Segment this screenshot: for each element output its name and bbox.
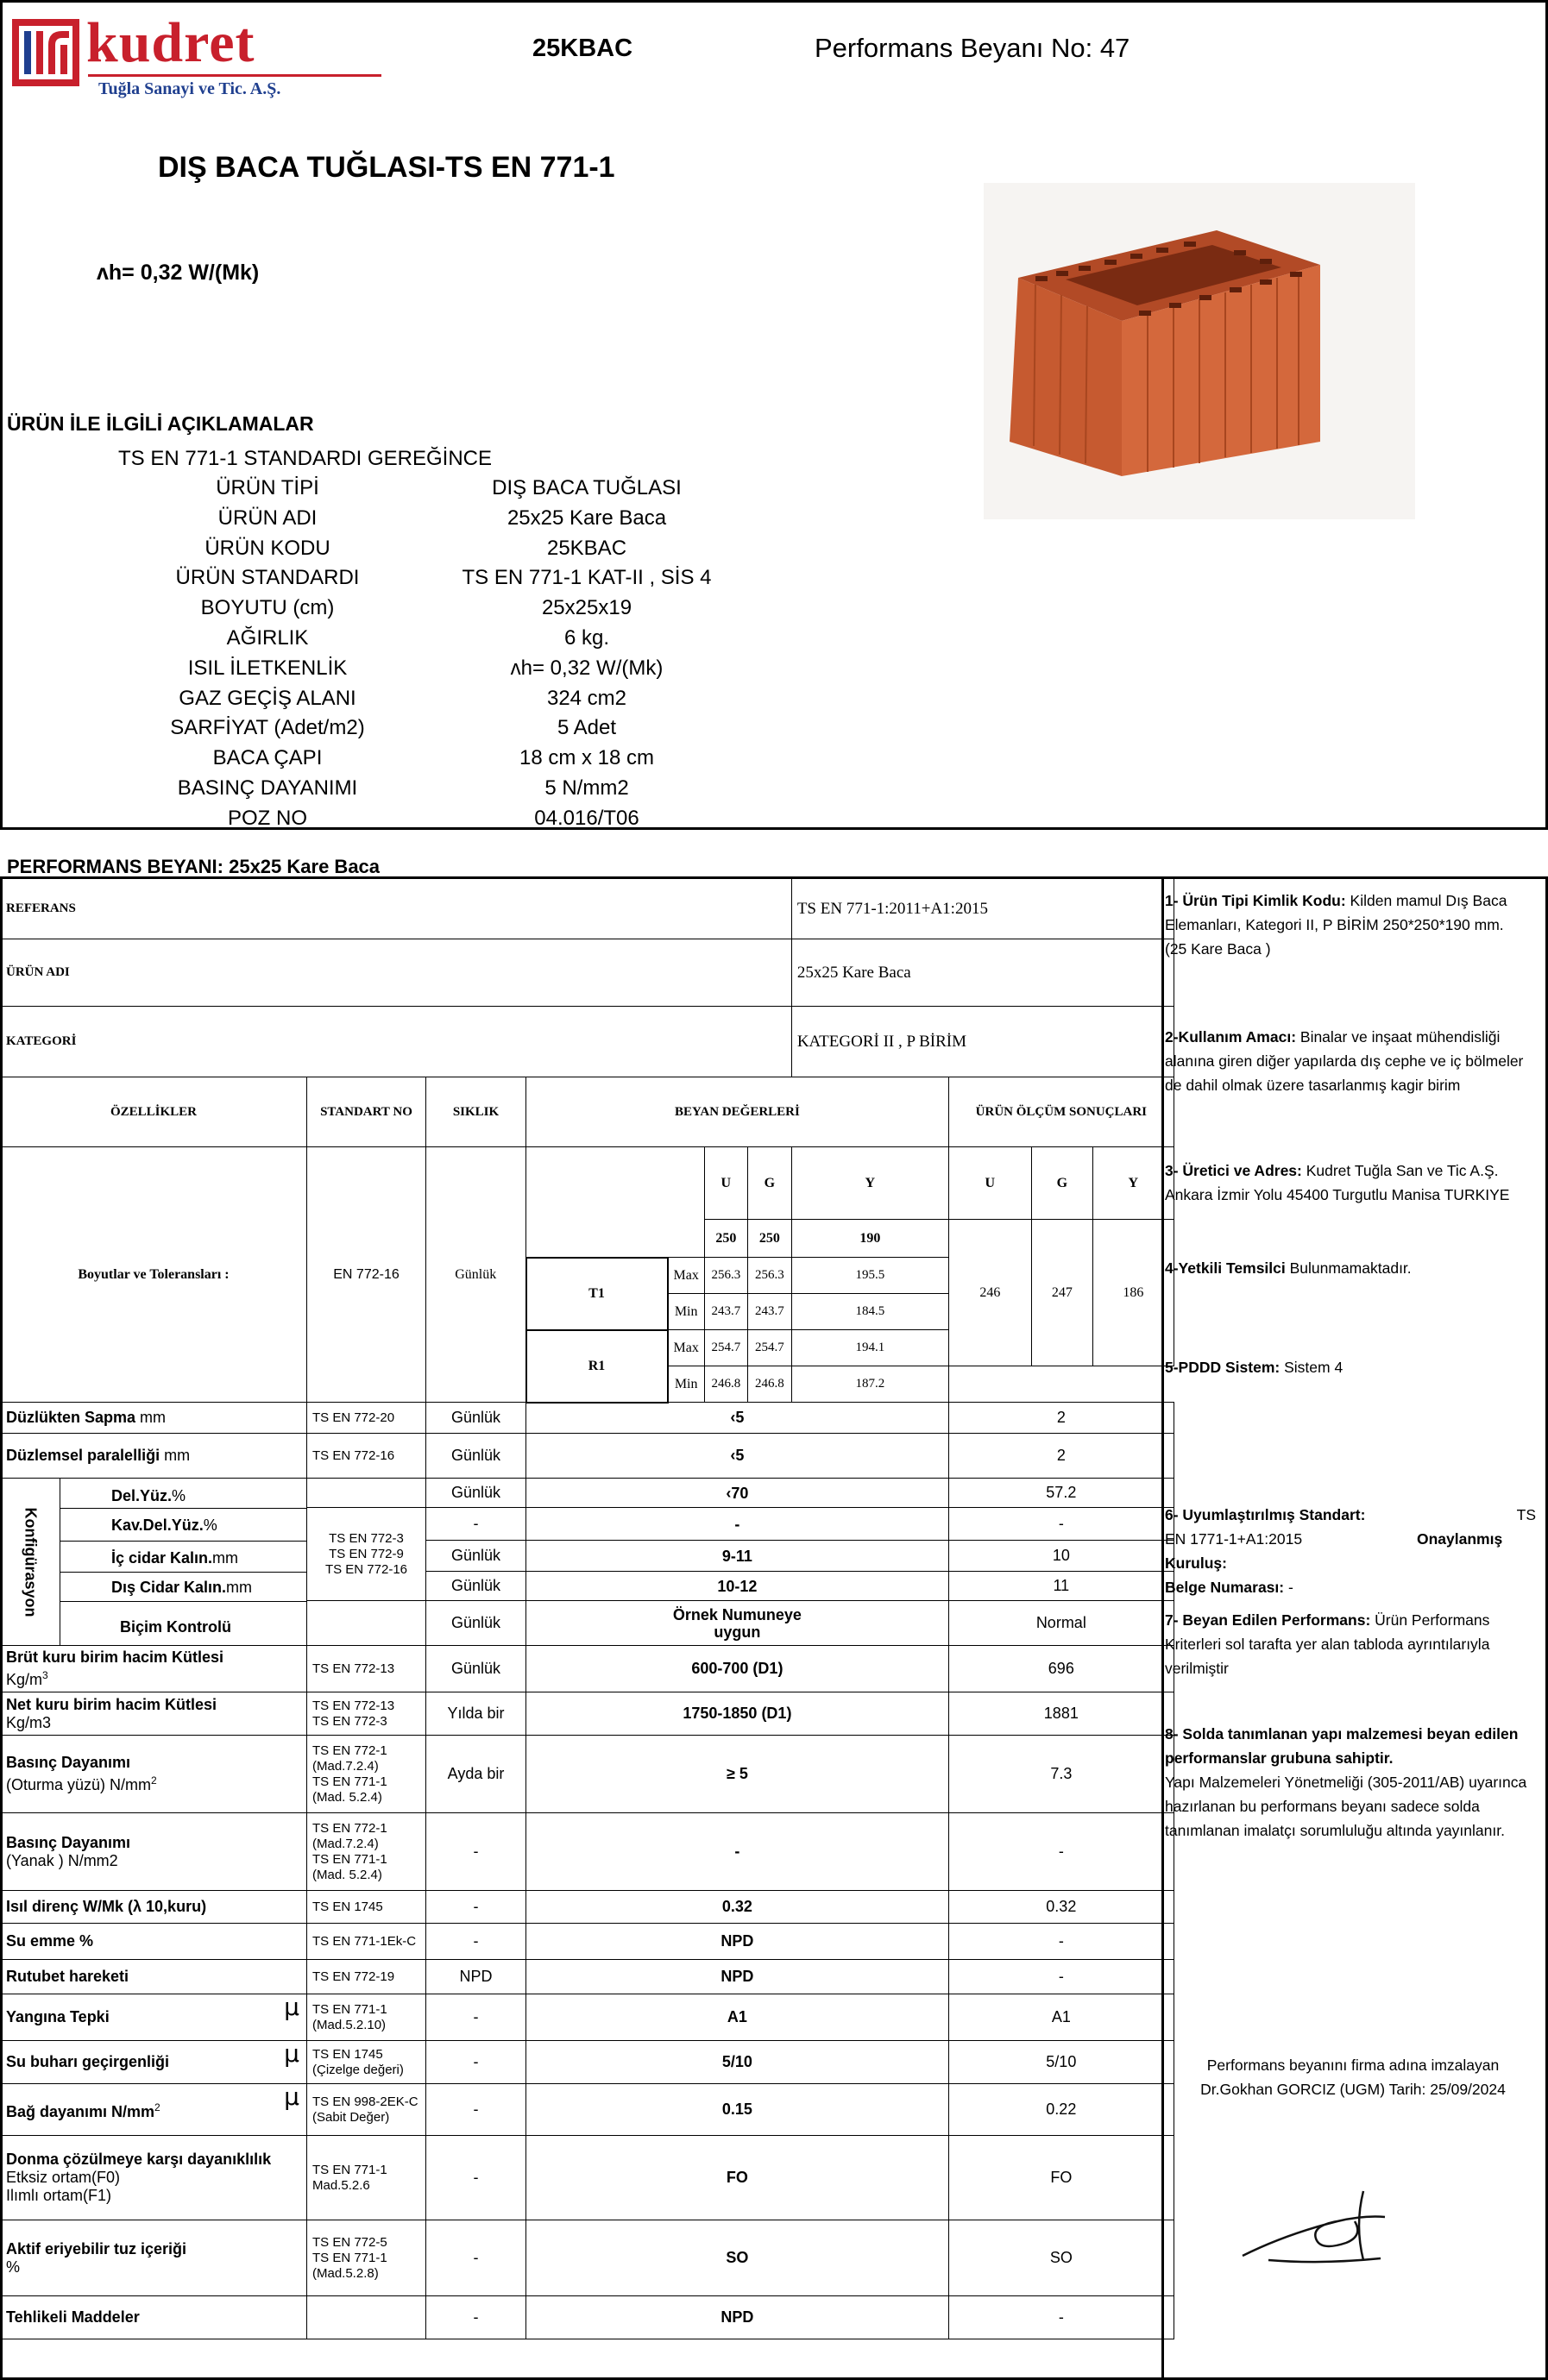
property-standard: TS EN 772-1 (Mad.7.2.4) TS EN 771-1 (Mad. 5.2.4) bbox=[307, 1813, 426, 1891]
configuration-group bbox=[1, 1479, 307, 1646]
side-item-7: 7- Beyan Edilen Performans: Ürün Performans Kriterleri sol tarafta yer alan tabloda ayrıntılarıyla verilmiştir bbox=[1165, 1611, 1490, 1677]
property-frequency: - bbox=[426, 2084, 526, 2136]
config-result: 10 bbox=[948, 1541, 1174, 1572]
property-label: Bağ dayanımı $N/mm^2$ μ bbox=[1, 2084, 307, 2136]
property-label: Su emme % bbox=[1, 1924, 307, 1960]
planar-parallelism-result: 2 bbox=[948, 1434, 1174, 1479]
tol-value: 246.8 bbox=[704, 1366, 747, 1403]
property-label: Su buharı geçirgenliği μ bbox=[1, 2041, 307, 2084]
referans-label: REFERANS bbox=[1, 879, 792, 939]
config-declared: 10-12 bbox=[526, 1572, 949, 1601]
property-result: 1881 bbox=[948, 1692, 1174, 1736]
property-declared: NPD bbox=[526, 1960, 949, 1994]
property-declared: 5/10 bbox=[526, 2041, 949, 2084]
tolerance-t1: T1 bbox=[526, 1258, 668, 1330]
property-frequency: - bbox=[426, 2041, 526, 2084]
description-label: POZ NO bbox=[227, 806, 307, 830]
property-frequency: - bbox=[426, 1891, 526, 1924]
config-frequency: - bbox=[426, 1508, 526, 1541]
property-declared: 0.32 bbox=[526, 1891, 949, 1924]
meas-y-header: Y bbox=[1092, 1147, 1174, 1220]
flatness-deviation-declared: ‹5 bbox=[526, 1403, 949, 1434]
company-logo bbox=[12, 11, 392, 102]
description-label: ISIL İLETKENLİK bbox=[187, 656, 348, 680]
property-frequency: Günlük bbox=[426, 1646, 526, 1692]
col-declared: BEYAN DEĞERLERİ bbox=[526, 1077, 949, 1147]
property-declared: - bbox=[526, 1813, 949, 1891]
col-features: ÖZELLİKLER bbox=[1, 1077, 307, 1147]
nominal-u: 250 bbox=[704, 1220, 747, 1258]
side-item-5: 5-PDDD Sistem: Sistem 4 bbox=[1165, 1359, 1343, 1376]
description-label: GAZ GEÇİŞ ALANI bbox=[179, 686, 356, 710]
property-label: Aktif eriyebilir tuz içeriği % bbox=[1, 2220, 307, 2296]
declaration-number: Performans Beyanı No: 47 bbox=[815, 33, 1130, 63]
config-row-label: Del.Yüz.% bbox=[111, 1487, 186, 1504]
property-result: - bbox=[948, 1813, 1174, 1891]
property-declared: SO bbox=[526, 2220, 949, 2296]
property-declared: NPD bbox=[526, 1924, 949, 1960]
flatness-deviation-label: Düzlükten Sapma mm bbox=[1, 1403, 307, 1434]
property-frequency: - bbox=[426, 1813, 526, 1891]
description-label: ÜRÜN ADI bbox=[217, 506, 318, 530]
flatness-deviation-frequency: Günlük bbox=[426, 1403, 526, 1434]
property-standard: TS EN 772-19 bbox=[307, 1960, 426, 1994]
description-value: 25x25 Kare Baca bbox=[507, 506, 667, 530]
measured-u: 246 bbox=[948, 1220, 1031, 1366]
tol-value: 256.3 bbox=[747, 1258, 791, 1294]
property-label: Isıl direnç W/Mk (λ 10,kuru) bbox=[1, 1891, 307, 1924]
tolerance-max: Max bbox=[668, 1258, 705, 1294]
thermal-lambda: ʌh= 0,32 W/(Mk) bbox=[97, 261, 260, 285]
category-value: KATEGORİ II , P BİRİM bbox=[791, 1007, 1174, 1077]
property-label: Basınç Dayanımı (Oturma yüzü) $N/mm^2$ bbox=[1, 1736, 307, 1813]
property-declared: 1750-1850 (D1) bbox=[526, 1692, 949, 1736]
config-row-label: Kav.Del.Yüz.% bbox=[111, 1517, 217, 1534]
description-value: 18 cm x 18 cm bbox=[519, 746, 655, 770]
tol-value: 195.5 bbox=[791, 1258, 948, 1294]
description-value: 04.016/T06 bbox=[534, 806, 639, 830]
dimension-standard: EN 772-16 bbox=[307, 1147, 426, 1403]
description-label: ÜRÜN TİPİ bbox=[216, 476, 319, 499]
side-item-2: 2-Kullanım Amacı: Binalar ve inşaat mühendisliği alanına giren diğer yapılarda dış cephe ve iç bölmeler de dahil olmak üzere tasarlanmış kagir birim bbox=[1165, 1028, 1524, 1094]
config-row-label: Biçim Kontrolü bbox=[120, 1618, 231, 1636]
property-frequency: - bbox=[426, 1924, 526, 1960]
planar-parallelism-standard: TS EN 772-16 bbox=[307, 1434, 426, 1479]
property-frequency: Yılda bir bbox=[426, 1692, 526, 1736]
property-label: Basınç Dayanımı (Yanak ) N/mm2 bbox=[1, 1813, 307, 1891]
config-standards bbox=[307, 1479, 426, 1508]
property-declared: FO bbox=[526, 2136, 949, 2220]
planar-parallelism-frequency: Günlük bbox=[426, 1434, 526, 1479]
dim-y-header: Y bbox=[791, 1147, 948, 1220]
description-value: 5 N/mm2 bbox=[544, 776, 629, 800]
tol-value: 243.7 bbox=[704, 1294, 747, 1330]
side-item-8: 8- Solda tanımlanan yapı malzemesi beyan edilen performanslar grubuna sahiptir. Yapı Malzemeleri Yönetmeliği (305-2011/AB) uyarınca hazırlanan bu performans beyanı sadece solda tanımlanan imalatçı sorumluluğu altında yayınlanır. bbox=[1165, 1725, 1527, 1839]
tol-value: 187.2 bbox=[791, 1366, 948, 1403]
flatness-deviation-result: 2 bbox=[948, 1403, 1174, 1434]
tolerance-r1: R1 bbox=[526, 1330, 668, 1403]
property-result: 0.32 bbox=[948, 1891, 1174, 1924]
property-standard: TS EN 772-1 (Mad.7.2.4) TS EN 771-1 (Mad. 5.2.4) bbox=[307, 1736, 426, 1813]
side-item-1: 1- Ürün Tipi Kimlik Kodu: Kilden mamul Dış Baca Elemanları, Kategori II, P BİRİM 250*250*190 mm. (25 Kare Baca ) bbox=[1165, 892, 1507, 958]
nominal-g: 250 bbox=[747, 1220, 791, 1258]
description-label: AĞIRLIK bbox=[226, 626, 309, 650]
description-label: BASINÇ DAYANIMI bbox=[177, 776, 358, 800]
config-frequency: Günlük bbox=[426, 1541, 526, 1572]
tol-value: 246.8 bbox=[747, 1366, 791, 1403]
property-result: 0.22 bbox=[948, 2084, 1174, 2136]
description-label: SARFİYAT (Adet/m2) bbox=[170, 716, 365, 740]
dimension-label: Boyutlar ve Toleransları : bbox=[1, 1147, 307, 1403]
logo-subtitle: Tuğla Sanayi ve Tic. A.Ş. bbox=[98, 79, 281, 98]
chimney-brick-icon bbox=[984, 183, 1415, 519]
config-result: 57.2 bbox=[948, 1479, 1174, 1508]
performance-heading: PERFORMANS BEYANI: 25x25 Kare Baca bbox=[7, 856, 381, 877]
property-result: SO bbox=[948, 2220, 1174, 2296]
description-label: ÜRÜN STANDARDI bbox=[175, 566, 360, 590]
planar-parallelism-declared: ‹5 bbox=[526, 1434, 949, 1479]
config-result: - bbox=[948, 1508, 1174, 1541]
property-standard: TS EN 1745 bbox=[307, 1891, 426, 1924]
property-result: - bbox=[948, 2296, 1174, 2339]
description-value: 5 Adet bbox=[557, 716, 617, 740]
description-intro: TS EN 771-1 STANDARDI GEREĞİNCE bbox=[118, 447, 492, 470]
property-frequency: NPD bbox=[426, 1960, 526, 1994]
property-standard: TS EN 771-1Ek-C bbox=[307, 1924, 426, 1960]
property-standard: TS EN 772-5 TS EN 771-1 (Mad.5.2.8) bbox=[307, 2220, 426, 2296]
planar-parallelism-label: Düzlemsel paralelliği mm bbox=[1, 1434, 307, 1479]
product-name-value: 25x25 Kare Baca bbox=[791, 939, 1174, 1007]
tolerance-min: Min bbox=[668, 1366, 705, 1403]
mu-symbol-icon: μ bbox=[284, 2040, 299, 2068]
config-standards bbox=[307, 1601, 426, 1646]
config-frequency: Günlük bbox=[426, 1601, 526, 1646]
property-standard: TS EN 998-2EK-C (Sabit Değer) bbox=[307, 2084, 426, 2136]
performance-table bbox=[0, 878, 1174, 2339]
property-declared: 0.15 bbox=[526, 2084, 949, 2136]
description-value: TS EN 771-1 KAT-II , SİS 4 bbox=[462, 566, 712, 590]
property-frequency: - bbox=[426, 1994, 526, 2041]
meas-g-header: G bbox=[1031, 1147, 1092, 1220]
description-value: ʌh= 0,32 W/(Mk) bbox=[510, 656, 664, 680]
tolerance-min: Min bbox=[668, 1294, 705, 1330]
property-standard: TS EN 772-13 TS EN 772-3 bbox=[307, 1692, 426, 1736]
property-standard: TS EN 1745 (Çizelge değeri) bbox=[307, 2041, 426, 2084]
meas-u-header: U bbox=[948, 1147, 1031, 1220]
property-result: 5/10 bbox=[948, 2041, 1174, 2084]
property-result: 696 bbox=[948, 1646, 1174, 1692]
signature-text: Performans beyanını firma adına imzalayan Dr.Gokhan GORCIZ (UGM) Tarih: 25/09/2024 bbox=[1200, 2057, 1506, 2098]
config-declared: Örnek Numuneye uygun bbox=[526, 1601, 949, 1646]
property-declared: 600-700 (D1) bbox=[526, 1646, 949, 1692]
col-frequency: SIKLIK bbox=[426, 1077, 526, 1147]
measured-g: 247 bbox=[1031, 1220, 1092, 1366]
product-title: DIŞ BACA TUĞLASI-TS EN 771-1 bbox=[158, 151, 615, 184]
tol-value: 256.3 bbox=[704, 1258, 747, 1294]
property-frequency: - bbox=[426, 2220, 526, 2296]
property-label: Tehlikeli Maddeler bbox=[1, 2296, 307, 2339]
config-frequency: Günlük bbox=[426, 1572, 526, 1601]
config-declared: ‹70 bbox=[526, 1479, 949, 1508]
tol-value: 254.7 bbox=[747, 1330, 791, 1366]
product-name-label: ÜRÜN ADI bbox=[1, 939, 792, 1007]
category-label: KATEGORİ bbox=[1, 1007, 792, 1077]
property-declared: NPD bbox=[526, 2296, 949, 2339]
dim-u-header: U bbox=[704, 1147, 747, 1220]
mu-symbol-icon: μ bbox=[284, 2083, 299, 2111]
tolerance-max: Max bbox=[668, 1330, 705, 1366]
property-frequency: - bbox=[426, 2296, 526, 2339]
signature-image bbox=[1234, 2174, 1398, 2277]
property-standard: TS EN 771-1 Mad.5.2.6 bbox=[307, 2136, 426, 2220]
logo-mark-icon bbox=[12, 19, 79, 86]
config-declared: - bbox=[526, 1508, 949, 1541]
property-standard: TS EN 771-1 (Mad.5.2.10) bbox=[307, 1994, 426, 2041]
side-divider bbox=[1161, 876, 1164, 2380]
property-result: 7.3 bbox=[948, 1736, 1174, 1813]
side-item-3: 3- Üretici ve Adres: Kudret Tuğla San ve Tic A.Ş. Ankara İzmir Yolu 45400 Turgutlu Manisa TURKIYE bbox=[1165, 1162, 1510, 1203]
config-frequency: Günlük bbox=[426, 1479, 526, 1508]
configuration-label: Konfigürasyon bbox=[22, 1506, 40, 1617]
flatness-deviation-standard: TS EN 772-20 bbox=[307, 1403, 426, 1434]
description-value: 25KBAC bbox=[546, 536, 627, 560]
description-value: 6 kg. bbox=[563, 626, 610, 650]
property-result: FO bbox=[948, 2136, 1174, 2220]
property-standard: TS EN 772-13 bbox=[307, 1646, 426, 1692]
col-measured: ÜRÜN ÖLÇÜM SONUÇLARI bbox=[948, 1077, 1174, 1147]
tol-value: 243.7 bbox=[747, 1294, 791, 1330]
property-label: Brüt kuru birim hacim Kütlesi $Kg/m^3$ bbox=[1, 1646, 307, 1692]
property-frequency: - bbox=[426, 2136, 526, 2220]
property-frequency: Ayda bir bbox=[426, 1736, 526, 1813]
description-value: 324 cm2 bbox=[546, 686, 627, 710]
referans-value: TS EN 771-1:2011+A1:2015 bbox=[791, 879, 1174, 939]
description-label: BACA ÇAPI bbox=[212, 746, 323, 770]
property-result: A1 bbox=[948, 1994, 1174, 2041]
tol-value: 194.1 bbox=[791, 1330, 948, 1366]
tol-value: 184.5 bbox=[791, 1294, 948, 1330]
measured-y: 186 bbox=[1092, 1220, 1174, 1366]
config-row-label: Dış Cidar Kalın.mm bbox=[111, 1579, 253, 1596]
property-declared: ≥ 5 bbox=[526, 1736, 949, 1813]
config-declared: 9-11 bbox=[526, 1541, 949, 1572]
property-label: Yangına Tepki μ bbox=[1, 1994, 307, 2041]
description-label: ÜRÜN KODU bbox=[205, 536, 330, 560]
side-item-4: 4-Yetkili Temsilci Bulunmamaktadır. bbox=[1165, 1259, 1412, 1277]
property-result: - bbox=[948, 1924, 1174, 1960]
tol-value: 254.7 bbox=[704, 1330, 747, 1366]
col-standard: STANDART NO bbox=[307, 1077, 426, 1147]
config-result: 11 bbox=[948, 1572, 1174, 1601]
config-row-label: İç cidar Kalın.mm bbox=[111, 1549, 239, 1567]
dim-g-header: G bbox=[747, 1147, 791, 1220]
description-label: BOYUTU (cm) bbox=[200, 596, 335, 620]
product-code: 25KBAC bbox=[532, 35, 633, 62]
property-label: Donma çözülmeye karşı dayanıklılık Etksiz ortam(F0) Ilımlı ortam(F1) bbox=[1, 2136, 307, 2220]
side-item-6: 6- Uyumlaştırılmış Standart: TS EN 1771-1+A1:2015 Onaylanmış Kuruluş: Belge Numarası: - bbox=[1165, 1506, 1536, 1596]
config-standards: TS EN 772-3 TS EN 772-9 TS EN 772-16 bbox=[307, 1508, 426, 1601]
logo-brand: kudret bbox=[86, 11, 255, 74]
dimension-frequency: Günlük bbox=[426, 1147, 526, 1403]
nominal-y: 190 bbox=[791, 1220, 948, 1258]
config-result: Normal bbox=[948, 1601, 1174, 1646]
property-standard bbox=[307, 2296, 426, 2339]
description-value: DIŞ BACA TUĞLASI bbox=[492, 476, 682, 499]
mu-symbol-icon: μ bbox=[284, 1994, 299, 2021]
property-declared: A1 bbox=[526, 1994, 949, 2041]
property-label: Rutubet hareketi bbox=[1, 1960, 307, 1994]
product-photo bbox=[984, 183, 1415, 519]
property-result: - bbox=[948, 1960, 1174, 1994]
description-heading: ÜRÜN İLE İLGİLİ AÇIKLAMALAR bbox=[7, 412, 314, 435]
property-label: Net kuru birim hacim Kütlesi Kg/m3 bbox=[1, 1692, 307, 1736]
description-value: 25x25x19 bbox=[541, 596, 632, 620]
